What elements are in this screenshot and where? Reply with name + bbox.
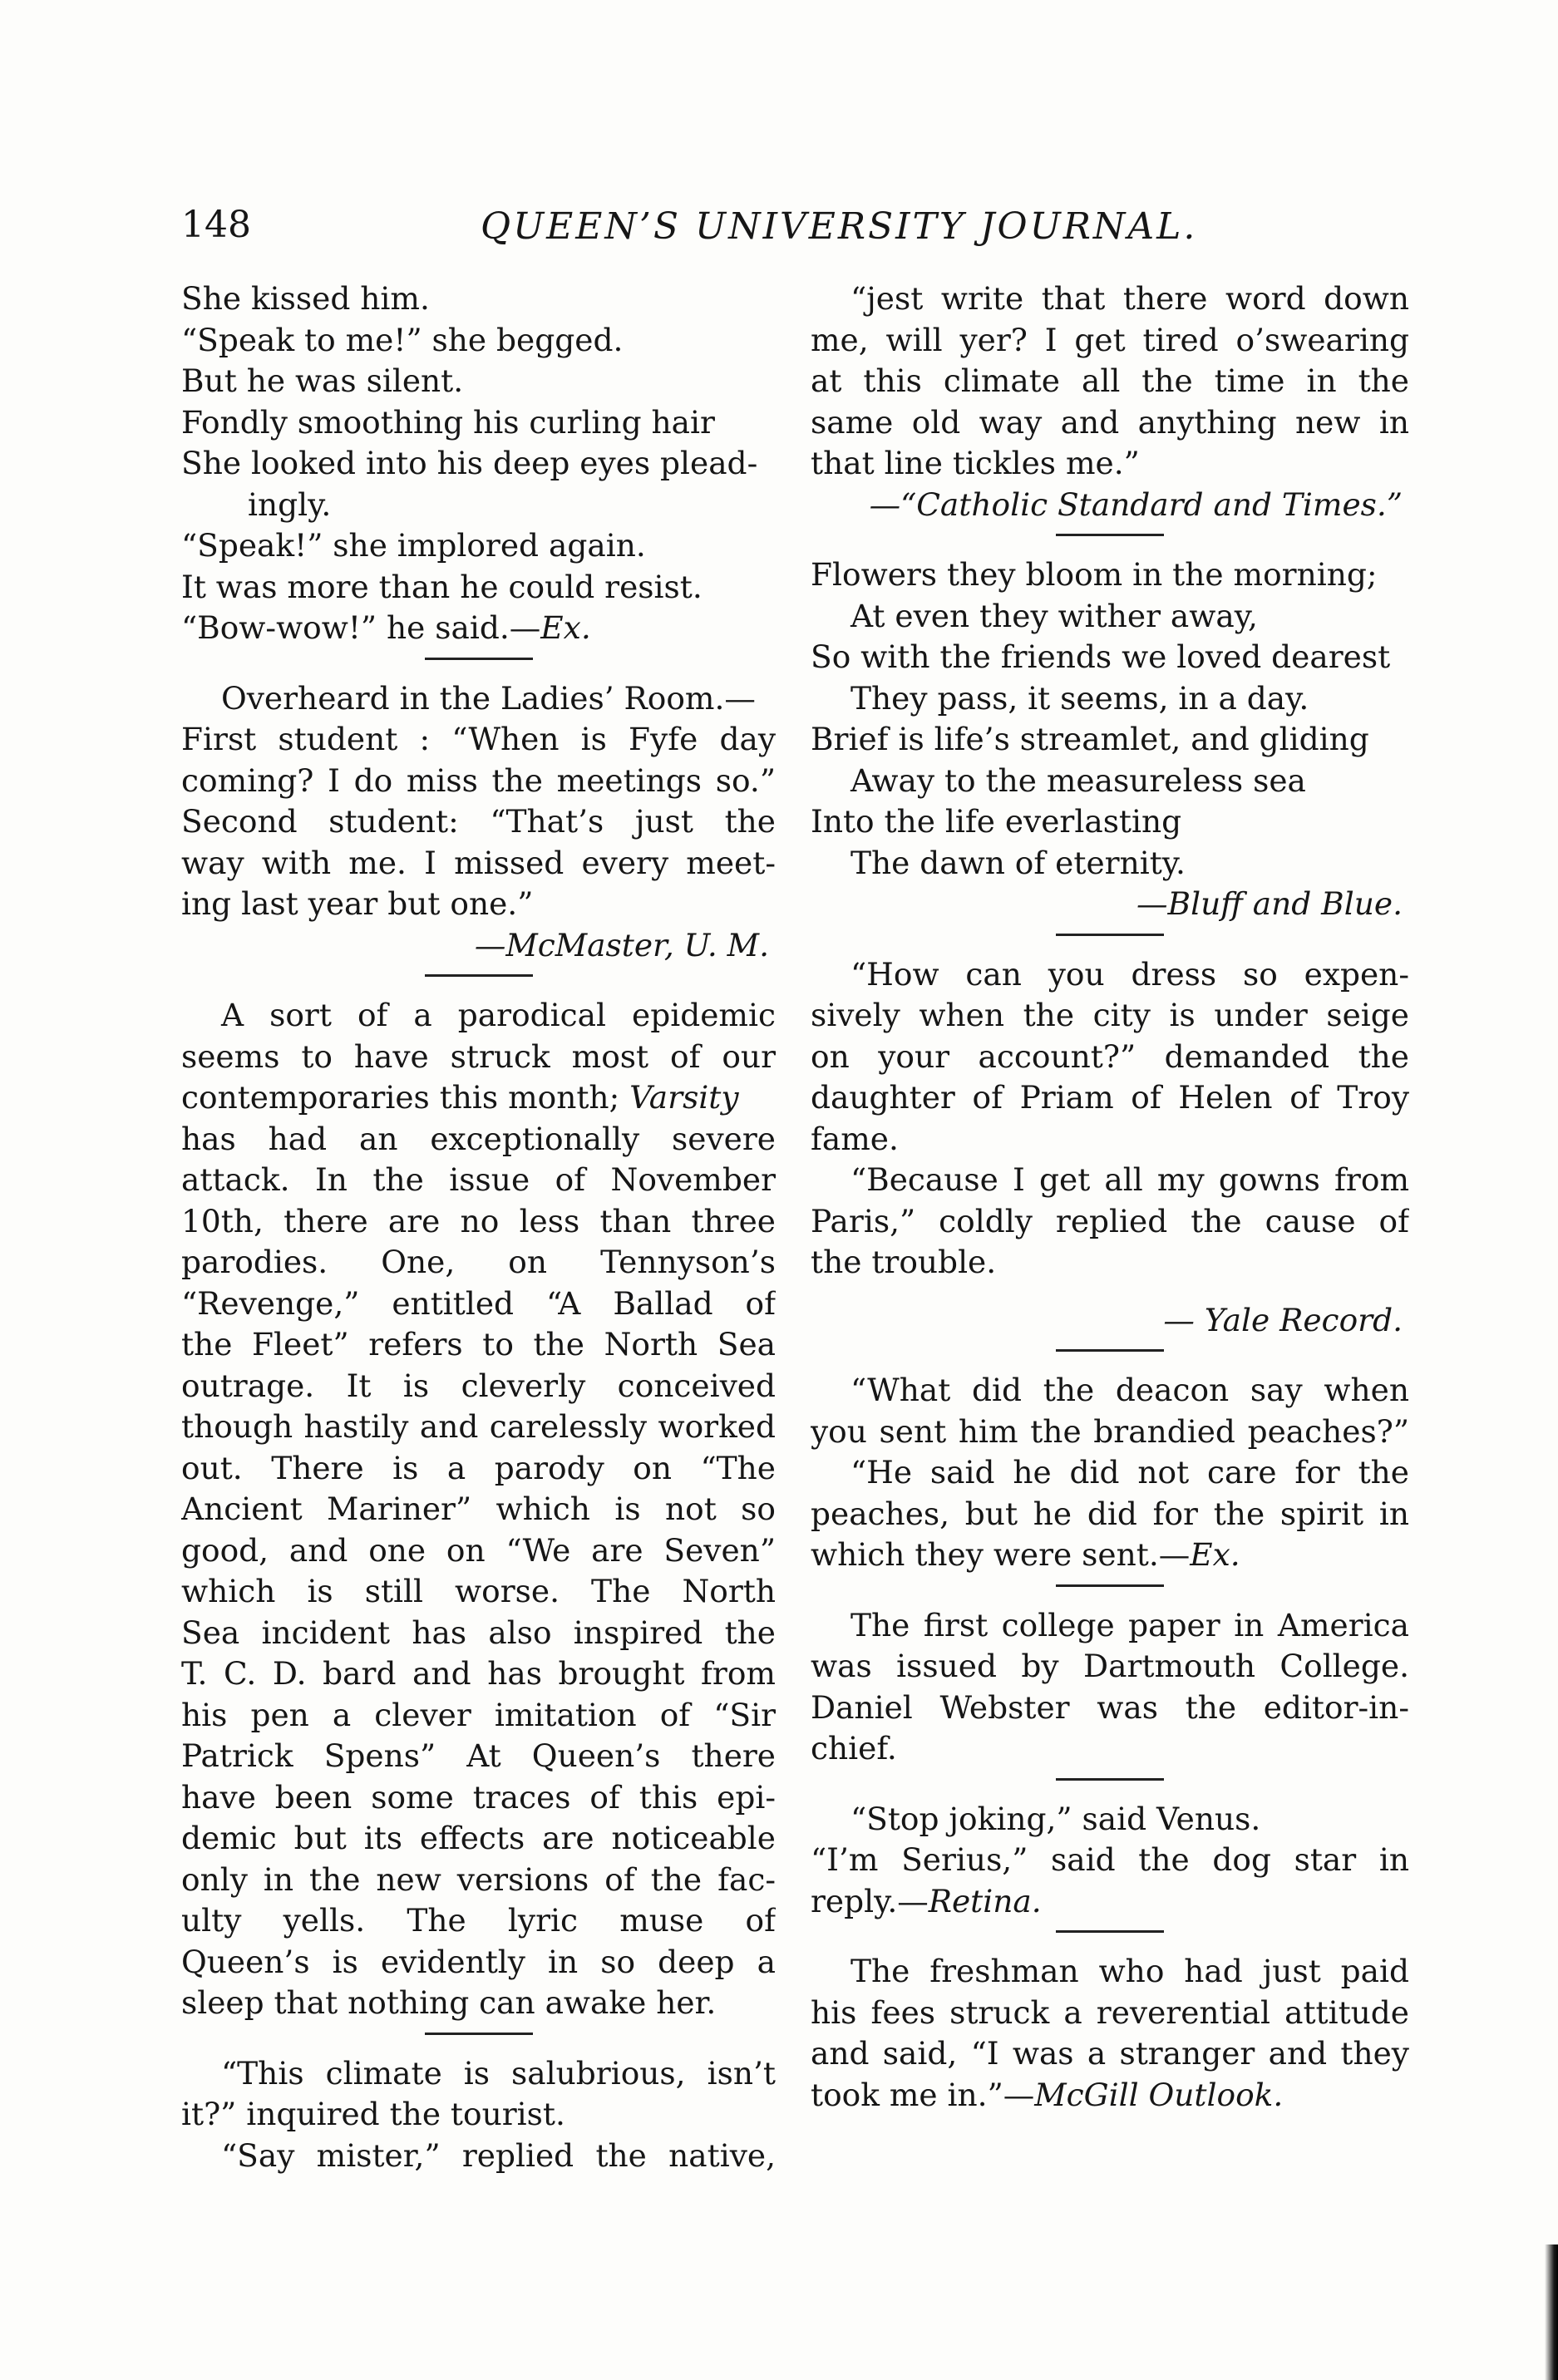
section-divider: [1056, 1349, 1164, 1352]
text-segment: contemporaries this month;: [181, 1079, 620, 1116]
text-line: his fees struck a reverential attitude: [811, 1993, 1409, 2031]
text-line: which is still worse. The North: [181, 1573, 776, 1609]
text-line: It was more than he could resist.: [181, 568, 703, 605]
source-credit: — Yale Record.: [1163, 1301, 1403, 1338]
text-line: attack. In the issue of November: [181, 1161, 776, 1198]
text-line: “What did the deacon say when: [850, 1372, 1409, 1408]
text-line: Sea incident has also inspired the: [181, 1614, 776, 1651]
text-line: “Speak!” she implored again.: [181, 527, 646, 564]
publication-name: Varsity: [629, 1079, 739, 1116]
text-line: demic but its effects are noticeable: [181, 1820, 776, 1856]
text-line: T. C. D. bard and has brought from: [181, 1655, 776, 1692]
poem-line: Flowers they bloom in the morning;: [811, 556, 1378, 593]
section-divider: [1056, 1584, 1164, 1587]
text-line: [181, 1077, 776, 1119]
text-segment: which they were sent.—: [811, 1536, 1191, 1573]
text-line: “Speak to me!” she begged.: [181, 321, 624, 358]
text-line: his pen a clever imitation of “Sir: [181, 1696, 776, 1733]
text-line: has had an exceptionally severe: [181, 1120, 776, 1157]
text-line: only in the new versions of the fac-: [181, 1860, 776, 1898]
text-line: was issued by Dartmouth College.: [811, 1648, 1409, 1684]
text-line: on your account?” demanded the: [811, 1037, 1409, 1075]
text-line: Paris,” coldly replied the cause of: [811, 1202, 1409, 1239]
section-divider: [1056, 1930, 1164, 1933]
text-line: Second student: “That’s just the: [181, 803, 776, 840]
text-line: The first college paper in America: [850, 1606, 1409, 1643]
text-line: “jest write that there word down: [850, 280, 1409, 317]
text-line: good, and one on “We are Seven”: [181, 1531, 776, 1569]
section-divider: [425, 974, 533, 977]
text-line: A sort of a parodical epidemic: [221, 997, 776, 1033]
section-divider: [1056, 534, 1164, 536]
text-line: sleep that nothing can awake her.: [181, 1984, 717, 2021]
text-line: out. There is a parody on “The: [181, 1449, 776, 1486]
text-line: But he was silent.: [181, 362, 464, 399]
text-line: “Revenge,” entitled “A Ballad of: [181, 1284, 776, 1322]
section-divider: [1056, 1778, 1164, 1781]
poem-line: At even they wither away,: [850, 597, 1258, 634]
text-line: same old way and anything new in: [811, 403, 1409, 441]
left-column: [181, 278, 776, 2176]
text-line: you sent him the brandied peaches?”: [811, 1412, 1409, 1450]
text-line: Overheard in the Ladies’ Room.—: [221, 679, 756, 717]
text-line: it?” inquired the tourist.: [181, 2096, 565, 2132]
text-line: the trouble.: [811, 1244, 997, 1280]
text-line: Fondly smoothing his curling hair: [181, 403, 715, 441]
text-line: [181, 608, 776, 649]
text-line: Ancient Mariner” which is not so: [181, 1491, 776, 1527]
source-credit: Ex.: [540, 609, 591, 646]
text-line: way with me. I missed every meet-: [181, 844, 776, 881]
text-line: ingly.: [248, 485, 332, 523]
text-line: Queen’s is evidently in so deep a: [181, 1943, 776, 1980]
text-line: 10th, there are no less than three: [181, 1202, 776, 1239]
text-line: fame.: [811, 1120, 899, 1157]
text-line: “He said he did not care for the: [850, 1454, 1409, 1491]
text-line: that line tickles me.”: [811, 445, 1140, 481]
page-number: 148: [181, 204, 251, 246]
poem-line: So with the friends we loved dearest: [811, 638, 1391, 675]
text-line: outrage. It is cleverly conceived: [181, 1367, 776, 1404]
poem-line: Away to the measureless sea: [850, 761, 1306, 799]
text-line: me, will yer? I get tired o’swearing: [811, 321, 1409, 358]
text-line: First student : “When is Fyfe day: [181, 721, 776, 757]
text-line: She kissed him.: [181, 280, 430, 317]
source-credit: —“Catholic Standard and Times.”: [869, 485, 1403, 523]
source-credit: —McMaster, U. M.: [474, 926, 769, 963]
text-line: ing last year but one.”: [181, 885, 534, 922]
text-line: daughter of Priam of Helen of Troy: [811, 1079, 1409, 1116]
section-divider: [425, 2033, 533, 2035]
source-credit: Retina.: [928, 1882, 1042, 1919]
text-line: coming? I do miss the meetings so.”: [181, 761, 776, 799]
text-line: Daniel Webster was the editor-in-: [811, 1688, 1409, 1726]
source-credit: —Bluff and Blue.: [1136, 885, 1403, 922]
text-line: at this climate all the time in the: [811, 362, 1409, 399]
text-line: seems to have struck most of our: [181, 1037, 776, 1075]
text-segment: “Bow-wow!” he said.—: [181, 609, 541, 646]
source-credit: Ex.: [1190, 1536, 1240, 1573]
text-line: sively when the city is under seige: [811, 997, 1409, 1033]
text-line: “How can you dress so expen-: [850, 955, 1409, 993]
section-divider: [425, 658, 533, 660]
text-line: “Say mister,” replied the native,: [221, 2136, 776, 2174]
source-credit: McGill Outlook.: [1034, 2076, 1284, 2113]
text-line: have been some traces of this epi-: [181, 1778, 776, 1816]
text-segment: reply.—: [811, 1882, 929, 1919]
journal-title: QUEEN’S UNIVERSITY JOURNAL.: [481, 205, 1198, 248]
text-line: [811, 1535, 1409, 1576]
poem-line: Brief is life’s streamlet, and gliding: [811, 721, 1369, 757]
text-line: “I’m Serius,” said the dog star in: [811, 1841, 1409, 1878]
text-line: The freshman who had just paid: [850, 1953, 1409, 1989]
poem-line: Into the life everlasting: [811, 803, 1182, 840]
text-line: [811, 1881, 1409, 1923]
page-header: [181, 204, 1198, 262]
text-line: parodies. One, on Tennyson’s: [181, 1244, 776, 1280]
text-line: peaches, but he did for the spirit in: [811, 1495, 1409, 1532]
text-line: ulty yells. The lyric muse of: [181, 1902, 776, 1939]
text-line: She looked into his deep eyes plead-: [181, 445, 758, 481]
text-segment: took me in.”—: [811, 2076, 1035, 2113]
right-column: [811, 278, 1409, 2116]
poem-line: The dawn of eternity.: [850, 844, 1186, 881]
text-line: “Stop joking,” said Venus.: [850, 1800, 1261, 1837]
page-binding-edge: [1545, 2244, 1558, 2380]
text-line: chief.: [811, 1730, 897, 1767]
poem-line: They pass, it seems, in a day.: [850, 679, 1309, 717]
text-line: [811, 2075, 1409, 2116]
text-line: Patrick Spens” At Queen’s there: [181, 1737, 776, 1774]
text-line: and said, “I was a stranger and they: [811, 2035, 1409, 2072]
text-line: “Because I get all my gowns from: [850, 1161, 1409, 1198]
section-divider: [1056, 934, 1164, 936]
text-line: the Fleet” refers to the North Sea: [181, 1326, 776, 1362]
text-line: “This climate is salubrious, isn’t: [221, 2054, 776, 2092]
text-line: though hastily and carelessly worked: [181, 1408, 776, 1445]
